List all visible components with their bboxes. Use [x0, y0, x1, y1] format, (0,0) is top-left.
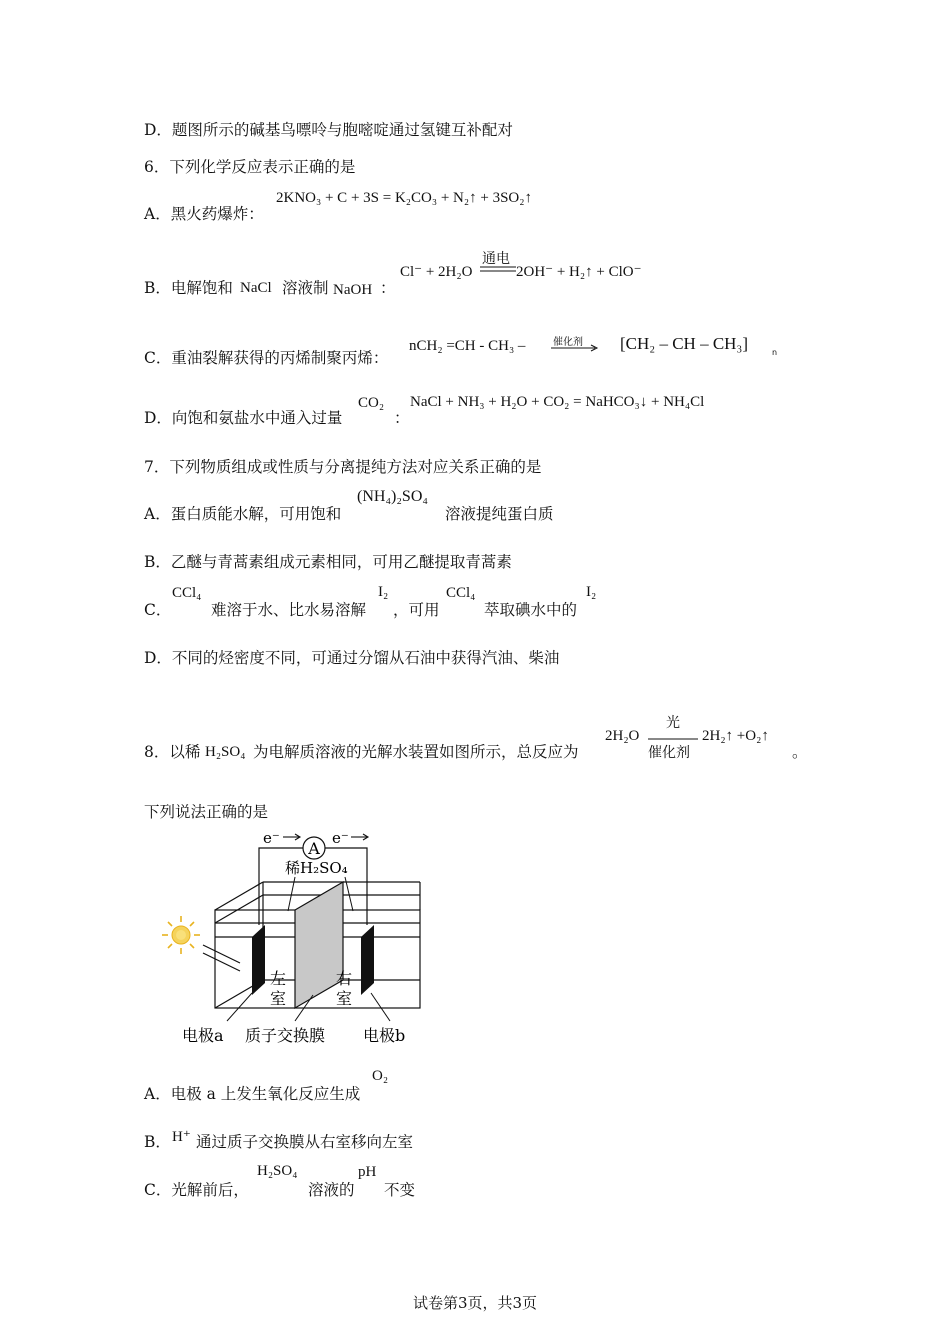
q7-option-a-formula: (NH₄)₂SO₄	[357, 488, 428, 505]
right-room-label-2: 室	[336, 989, 353, 1008]
q8-stem-end: 。	[792, 743, 808, 761]
q7-option-a-suffix: 溶液提纯蛋白质	[445, 505, 554, 523]
q8-option-c-h2so4: H₂SO₄	[257, 1163, 298, 1179]
q6-option-b-eq-left: Cl⁻ + 2H₂O	[400, 264, 473, 280]
q8-h2so4: H₂SO₄	[205, 744, 246, 760]
q8-stem-mid: 为电解质溶液的光解水装置如图所示，总反应为	[253, 743, 579, 761]
sun-icon	[162, 916, 200, 954]
q8-eq-right: 2H₂↑ +O₂↑	[702, 728, 769, 744]
q7-option-c-label: C．	[144, 601, 172, 619]
q8-condition-bottom: 催化剂	[648, 745, 690, 761]
q6-option-d-colon: ：	[394, 409, 410, 427]
q7-option-c-text2: ，可用	[393, 601, 440, 619]
q7-option-c-text1: 难溶于水、比水易溶解	[211, 601, 367, 619]
q8-option-c-ph: pH	[358, 1164, 377, 1180]
q6-option-b-double-line	[480, 265, 516, 273]
q8-stem-prefix: 8．以稀	[144, 743, 201, 761]
q8-stem2: 下列说法正确的是	[144, 803, 269, 821]
q6-option-b-condition: 通电	[482, 251, 510, 267]
q7-option-c-text3: 萃取碘水中的	[484, 601, 578, 619]
electrode-b-plate	[361, 925, 374, 995]
page-footer: 试卷第3页，共3页	[412, 1294, 538, 1312]
q6-option-c-eq-left: nCH₂ =CH - CH₃ –	[409, 338, 526, 354]
q6-option-c-catalyst: 催化剂	[553, 337, 583, 348]
solution-label: 稀H₂SO₄	[285, 859, 348, 877]
q7-option-c-ccl4: CCl₄	[172, 585, 202, 601]
electrode-a-label: 电极a	[182, 1026, 224, 1045]
photolysis-device-figure	[155, 825, 435, 1050]
q6-option-a-equation: 2KNO₃ + C + 3S = K₂CO₃ + N₂↑ + 3SO₂↑	[276, 190, 532, 206]
q6-option-b-eq-right: 2OH⁻ + H₂↑ + ClO⁻	[516, 264, 642, 280]
q7-option-c-i2b: I₂	[586, 584, 597, 600]
q8-option-c-label: C．光解前后，	[144, 1181, 249, 1199]
q8-option-a-o2: O₂	[372, 1068, 389, 1084]
ammeter-label: A	[308, 839, 320, 858]
q8-option-c-end: 不变	[384, 1181, 416, 1199]
q8-option-b-text: 通过质子交换膜从右室移向左室	[196, 1133, 414, 1151]
electrode-a-plate	[252, 925, 265, 995]
q7-option-a-prefix: A．蛋白质能水解，可用饱和	[144, 505, 342, 523]
q8-option-b-label: B．	[144, 1133, 171, 1151]
q8-option-b-h: H⁺	[172, 1129, 191, 1145]
q6-option-b-naoh: NaOH	[333, 282, 373, 298]
q6-option-b-colon: ：	[380, 279, 396, 297]
q6-option-c-arrow-icon	[551, 344, 599, 352]
q7-option-d: D．不同的烃密度不同，可通过分馏从石油中获得汽油、柴油	[144, 649, 560, 667]
q6-stem: 6．下列化学反应表示正确的是	[144, 158, 356, 176]
left-room-label-1: 左	[270, 969, 287, 988]
q7-stem: 7．下列物质组成或性质与分离提纯方法对应关系正确的是	[144, 458, 542, 476]
q5-option-d: D．题图所示的碱基鸟嘌呤与胞嘧啶通过氢键互补配对	[144, 121, 513, 139]
electron-label-left: e⁻	[263, 829, 280, 847]
q8-eq-line	[648, 737, 698, 741]
q6-option-d-equation: NaCl + NH₃ + H₂O + CO₂ = NaHCO₃↓ + NH₄Cl	[410, 394, 705, 410]
q8-option-c-mid: 溶液的	[308, 1181, 355, 1199]
q6-option-c-label: C．重油裂解获得的丙烯制聚丙烯：	[144, 349, 389, 367]
q6-option-b-mid: 溶液制	[282, 279, 329, 297]
q8-option-a-text: A．电极 a 上发生氧化反应生成	[144, 1085, 361, 1103]
q7-option-c-ccl4b: CCl₄	[446, 585, 476, 601]
q6-option-c-n: n	[772, 348, 778, 357]
q6-option-b-prefix: B．电解饱和	[144, 279, 233, 297]
q6-option-c-polymer: [CH₂ – CH – CH₃]	[620, 334, 749, 353]
q6-option-a-label: A．黑火药爆炸：	[144, 205, 264, 223]
q8-condition-top: 光	[666, 715, 680, 731]
q6-option-b-nacl: NaCl	[240, 280, 272, 296]
q7-option-c-i2: I₂	[378, 584, 389, 600]
q6-option-d-label: D．向饱和氨盐水中通入过量	[144, 409, 343, 427]
right-room-label-1: 右	[336, 969, 353, 988]
electron-label-right: e⁻	[332, 829, 349, 847]
left-room-label-2: 室	[270, 989, 287, 1008]
electrode-b-label: 电极b	[363, 1026, 406, 1045]
q8-eq-left: 2H₂O	[605, 728, 640, 744]
q7-option-b: B．乙醚与青蒿素组成元素相同，可用乙醚提取青蒿素	[144, 553, 512, 571]
membrane-label: 质子交换膜	[245, 1026, 326, 1045]
q6-option-d-co2: CO₂	[358, 395, 385, 411]
